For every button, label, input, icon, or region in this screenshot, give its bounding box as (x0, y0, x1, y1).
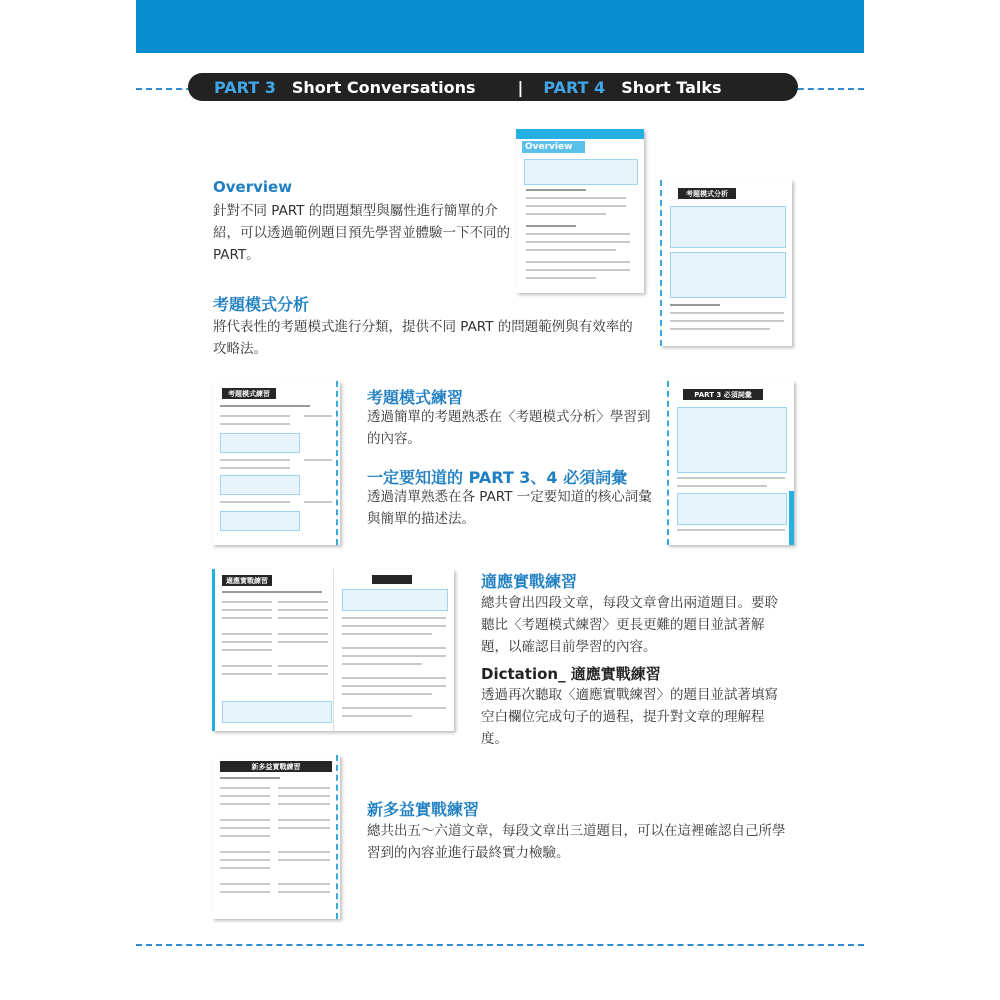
part4-title: Short Talks (621, 77, 722, 97)
adaptive-practice-title: 適應實戰練習 (481, 572, 578, 591)
vocab-thumb-label: PART 3 必須詞彙 (683, 389, 763, 400)
adaptive-practice-body: 總共會出四段文章，每段文章會出兩道題目。要聆聽比〈考題模式練習〉更長更難的題目並試著解題，以確認目前學習的內容。 (481, 595, 778, 655)
dictation-title: Dictation_ 適應實戰練習 (481, 665, 661, 683)
part4-number: PART 4 (543, 77, 606, 97)
must-know-vocab-title: 一定要知道的 PART 3、4 必須詞彙 (367, 468, 628, 487)
pattern-practice-thumb-label: 考題模式練習 (222, 388, 276, 399)
new-toeic-thumbnail (212, 755, 340, 919)
pattern-analysis-thumbnail (660, 180, 792, 346)
part-header (188, 73, 798, 101)
adaptive-thumb-label: 適應實戰練習 (222, 575, 272, 586)
overview-thumb-label: Overview (522, 141, 585, 153)
pattern-practice-title: 考題模式練習 (367, 388, 464, 407)
must-know-vocab-body: 透過清單熟悉在各 PART 一定要知道的核心詞彙與簡單的描述法。 (367, 489, 652, 527)
pattern-analysis-thumb-label: 考題模式分析 (678, 188, 736, 199)
new-toeic-body: 總共出五～六道文章，每段文章出三道題目，可以在這裡確認自己所學習到的內容並進行最終實力檢驗。 (367, 823, 786, 861)
pattern-analysis-body: 將代表性的考題模式進行分類，提供不同 PART 的問題範例與有效率的攻略法。 (213, 319, 633, 357)
new-toeic-title: 新多益實戰練習 (367, 800, 480, 819)
overview-body: 針對不同 PART 的問題類型與屬性進行簡單的介紹，可以透過範例題目預先學習並體驗一下不同的 PART。 (213, 203, 510, 263)
overview-thumbnail (516, 129, 644, 293)
part3-number: PART 3 (214, 77, 276, 97)
pattern-practice-thumbnail (212, 381, 340, 545)
vocab-thumbnail (667, 381, 794, 545)
bottom-dashed-rule (136, 944, 864, 946)
part3-title: Short Conversations (291, 77, 476, 97)
overview-title: Overview (213, 178, 293, 196)
pattern-analysis-title: 考題模式分析 (213, 295, 310, 314)
left-margin (0, 0, 136, 1000)
adaptive-practice-thumbnail (212, 569, 454, 731)
pattern-practice-body: 透過簡單的考題熟悉在〈考題模式分析〉學習到的內容。 (367, 409, 651, 447)
top-color-band (136, 0, 864, 53)
new-toeic-thumb-label: 新多益實戰練習 (220, 761, 332, 772)
dictation-body: 透過再次聽取〈適應實戰練習〉的題目並試著填寫空白欄位完成句子的過程，提升對文章的理解程度。 (481, 687, 778, 747)
header-separator: | (517, 77, 524, 97)
